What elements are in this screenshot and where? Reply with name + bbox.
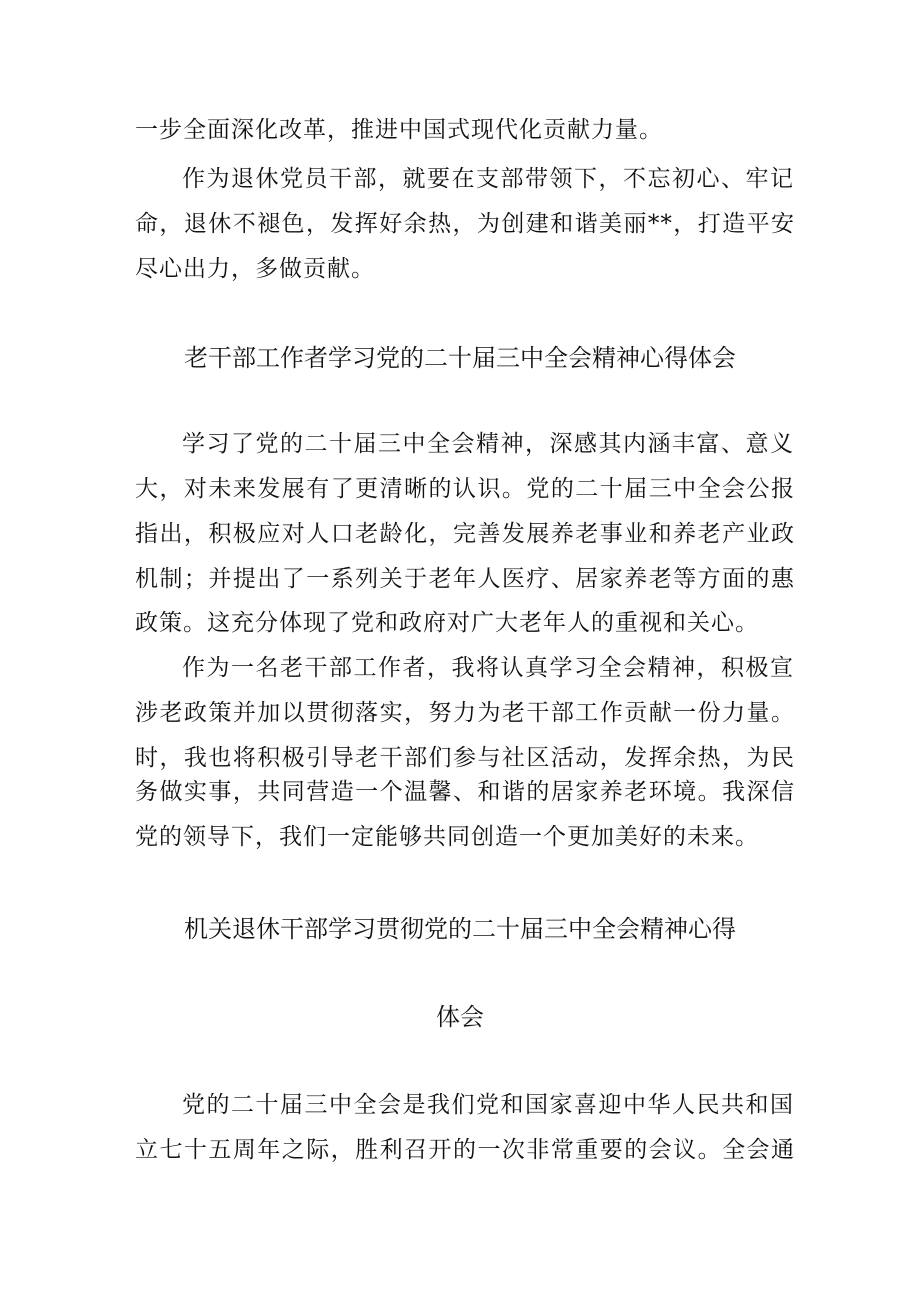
- body-text-line: 时，我也将积极引导老干部们参与社区活动，发挥余热，为民: [135, 745, 795, 771]
- body-text-line: 作为一名老干部工作者，我将认真学习全会精神，积极宣: [182, 655, 794, 681]
- body-text-line: 党的二十届三中全会是我们党和国家喜迎中华人民共和国: [182, 1092, 794, 1118]
- section-title-continuation: 体会: [436, 1003, 484, 1031]
- body-text-line: 尽心出力，多做贡献。: [135, 256, 375, 282]
- body-text-line: 立七十五周年之际，胜利召开的一次非常重要的会议。全会通: [135, 1137, 795, 1163]
- section-title: 机关退休干部学习贯彻党的二十届三中全会精神心得: [184, 915, 736, 943]
- body-text-line: 命，退休不褪色，发挥好余热，为创建和谐美丽**，打造平安: [135, 211, 795, 237]
- body-text-line: 涉老政策并加以贯彻落实，努力为老干部工作贡献一份力量。: [135, 700, 795, 726]
- body-text-line: 作为退休党员干部，就要在支部带领下，不忘初心、牢记: [182, 166, 794, 192]
- body-text-line: 指出，积极应对人口老龄化，完善发展养老事业和养老产业政: [135, 521, 795, 547]
- body-text-line: 务做实事，共同营造一个温馨、和谐的居家养老环境。我深信: [135, 779, 795, 805]
- body-text-line: 机制；并提出了一系列关于老年人医疗、居家养老等方面的惠: [135, 566, 795, 592]
- body-text-line: 学习了党的二十届三中全会精神，深感其内涵丰富、意义: [182, 431, 794, 457]
- section-title: 老干部工作者学习党的二十届三中全会精神心得体会: [184, 344, 736, 372]
- body-text-line: 党的领导下，我们一定能够共同创造一个更加美好的未来。: [135, 824, 759, 850]
- body-text-line: 政策。这充分体现了党和政府对广大老年人的重视和关心。: [135, 610, 759, 636]
- body-text-line: 一步全面深化改革，推进中国式现代化贡献力量。: [135, 117, 663, 143]
- body-text-line: 大，对未来发展有了更清晰的认识。党的二十届三中全会公报: [135, 476, 795, 502]
